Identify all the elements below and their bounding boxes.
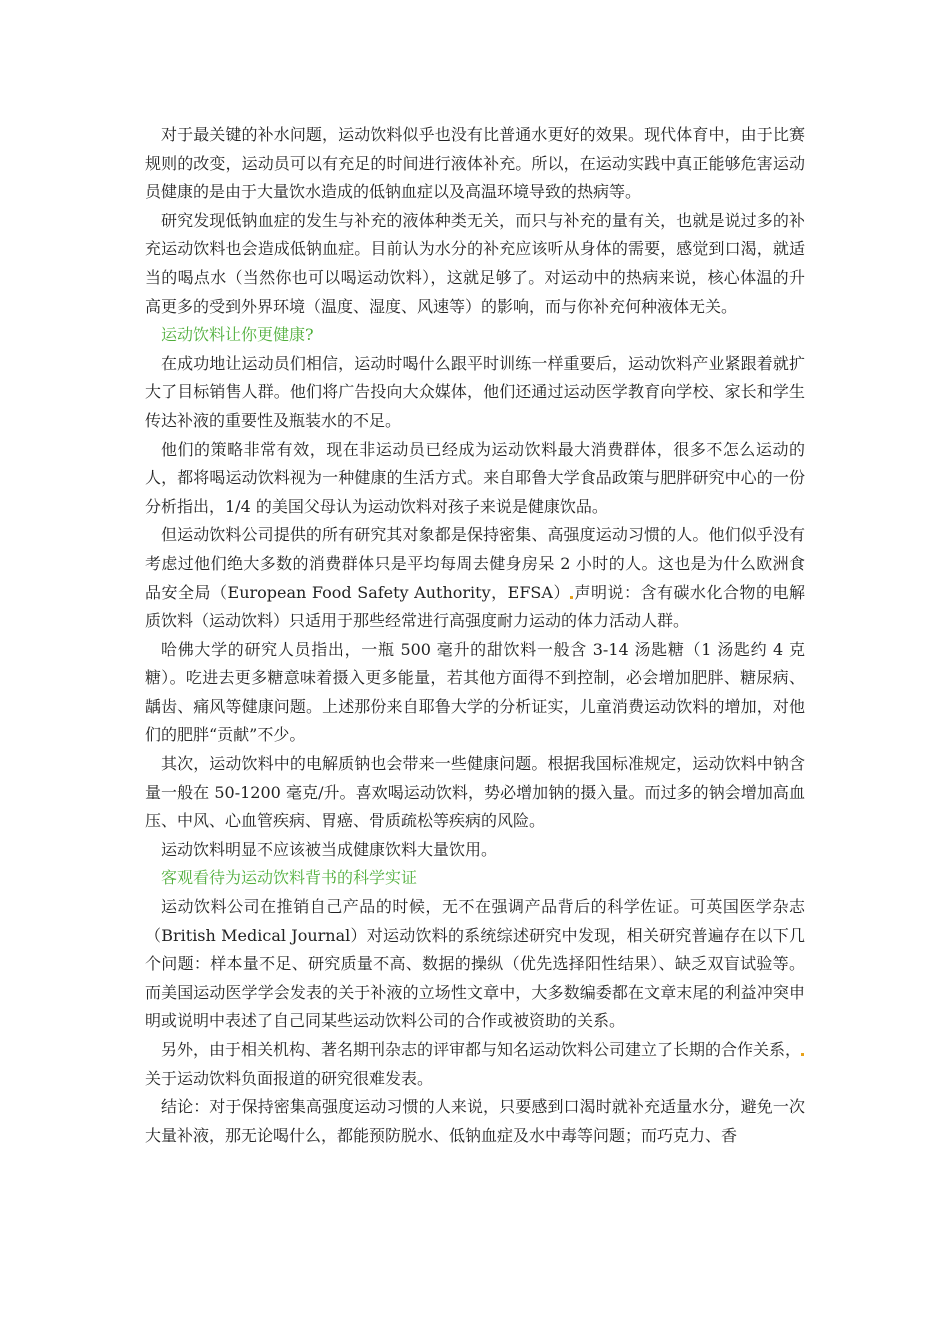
efsa-text-part2: 声明说：含有碳水化合物的电解质饮料（运动饮料）只适用于那些经常进行高强度耐力运动的体力活动人群。 [145,582,805,631]
paragraph-hydration: 对于最关键的补水问题，运动饮料似乎也没有比普通水更好的效果。现代体育中，由于比赛规则的改变，运动员可以有充足的时间进行液体补充。所以，在运动实践中真正能够危害运动员健康的是由于大量饮水造成的低钠血症以及高温环境导致的热病等。 [145,125,805,202]
section-heading-healthier: 运动饮料让你更健康? [161,325,314,345]
section-heading-science: 客观看待为运动饮料背书的科学实证 [161,868,418,888]
publishing-text-part2: 关于运动饮料负面报道的研究很难发表。 [145,1068,434,1088]
paragraph-publishing [145,1036,805,1093]
paragraph-sugar: 哈佛大学的研究人员指出，一瓶 500 毫升的甜饮料一般含 3-14 汤匙糖（1 汤匙约 4 克糖）。吃进去更多糖意味着摄入更多能量，若其他方面得不到控制，必会增加肥胖、糖尿病、龋齿、痛风等健康问题。上述那份来自耶鲁大学的分析证实，儿童消费运动饮料的增加，对他们的肥胖“贡献”不少。 [145,639,805,745]
paragraph-evidence: 运动饮料公司在推销自己产品的时候，无不在强调产品背后的科学佐证。可英国医学杂志（British Medical Journal）对运动饮料的系统综述研究中发现，相关研究普遍存在以下几个问题：样本量不足、研究质量不高、数据的操纵（优先选择阳性结果）、缺乏双盲试验等。而美国运动医学学会发表的关于补液的立场性文章中，大多数编委都在文章末尾的利益冲突申明或说明中表述了自己同某些运动饮料公司的合作或被资助的关系。 [145,897,805,1031]
efsa-text-part1: 但运动饮料公司提供的所有研究其对象都是保持密集、高强度运动习惯的人。他们似乎没有考虑过他们绝大多数的消费群体只是平均每周去健身房呆 2 小时的人。这也是为什么欧洲食品安全局（European Food Safety Authority，EFSA） [145,525,805,602]
paragraph-hyponatremia: 研究发现低钠血症的发生与补充的液体种类无关，而只与补充的量有关，也就是说过多的补充运动饮料也会造成低钠血症。目前认为水分的补充应该听从身体的需要，感觉到口渴，就适当的喝点水（当然你也可以喝运动饮料），这就足够了。对运动中的热病来说，核心体温的升高更多的受到外界环境（温度、湿度、风速等）的影响，而与你补充何种液体无关。 [145,210,805,316]
publishing-text-part1: 另外，由于相关机构、著名期刊杂志的评审都与知名运动饮料公司建立了长期的合作关系， [161,1040,802,1059]
paragraph-strategy: 他们的策略非常有效，现在非运动员已经成为运动饮料最大消费群体，很多不怎么运动的人，都将喝运动饮料视为一种健康的生活方式。来自耶鲁大学食品政策与肥胖研究中心的一份分析指出，1/4 的美国父母认为运动饮料对孩子来说是健康饮品。 [145,439,805,516]
article-body [145,121,805,1150]
paragraph-sodium: 其次，运动饮料中的电解质钠也会带来一些健康问题。根据我国标准规定，运动饮料中钠含量一般在 50-1200 毫克/升。喜欢喝运动饮料，势必增加钠的摄入量。而过多的钠会增加高血压、中风、心血管疾病、胃癌、骨质疏松等疾病的风险。 [145,754,805,831]
paragraph-conclusion: 结论：对于保持密集高强度运动习惯的人来说，只要感到口渴时就补充适量水分，避免一次大量补液，那无论喝什么，都能预防脱水、低钠血症及水中毒等问题；而巧克力、香 [145,1097,805,1145]
comment-marker [801,1053,804,1056]
comment-marker [570,596,573,599]
paragraph-summary: 运动饮料明显不应该被当成健康饮料大量饮用。 [161,839,498,859]
paragraph-target-market: 在成功地让运动员们相信，运动时喝什么跟平时训练一样重要后，运动饮料产业紧跟着就扩大了目标销售人群。他们将广告投向大众媒体，他们还通过运动医学教育向学校、家长和学生传达补液的重要性及瓶装水的不足。 [145,353,805,430]
paragraph-efsa [145,521,805,635]
